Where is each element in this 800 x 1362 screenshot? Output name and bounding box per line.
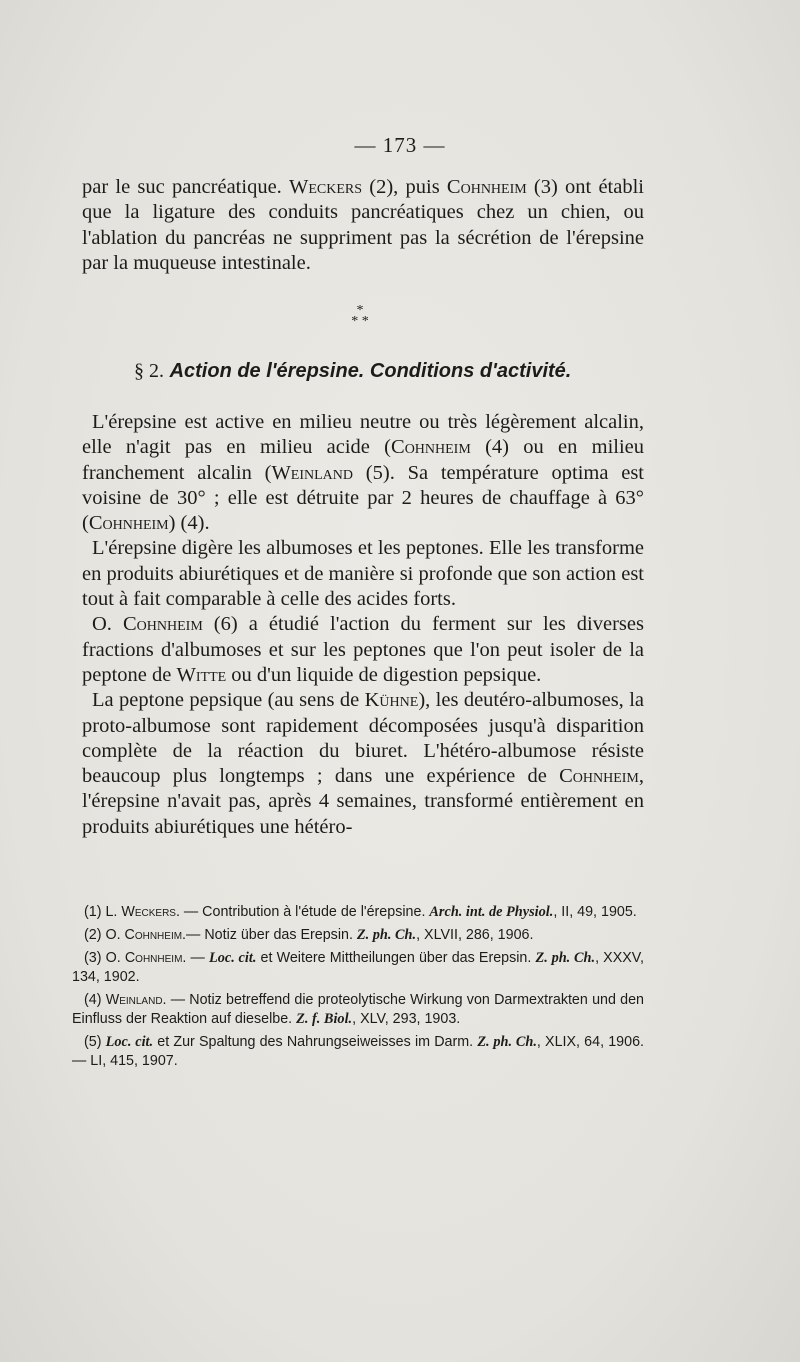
paragraph-digestion: L'érepsine digère les albumoses et les peptones. Elle les transforme en produits abiurétiques et de manière si profonde que son action est tout à fait comparable à celle des acides forts. xyxy=(82,537,644,611)
author-name: Cohnheim xyxy=(446,176,527,198)
footnote-5: (5) Loc. cit. et Zur Spaltung des Nahrungseiweisses im Darm. Z. ph. Ch., XLIX, 64, 1906. — LI, 415, 1907. xyxy=(72,1034,645,1069)
paragraph-activity: L'érepsine est active en milieu neutre ou très légèrement alcalin, elle n'agit pas en milieu acide (Cohnheim (4) ou en milieu franchement alcalin (Weinland (5). Sa température optima est voisine de 30° ; elle est détruite par 2 heures de chauffage à 63° (Cohnheim) (4). xyxy=(82,411,644,535)
footnote-2: (2) O. Cohnheim.— Notiz über das Erepsin. Z. ph. Ch., XLVII, 286, 1906. xyxy=(84,927,534,943)
footnotes xyxy=(72,903,644,1075)
section-separator xyxy=(340,305,380,327)
footnote-4: (4) Weinland. — Notiz betreffend die proteolytische Wirkung von Darmextrakten und den Einfluss der Reaktion auf dieselbe. Z. f. Biol., XLV, 293, 1903. xyxy=(72,992,644,1027)
section-title: Action de l'érepsine. Conditions d'activité. xyxy=(169,360,572,382)
author-name: Weckers xyxy=(289,176,363,198)
asterisk-top: * xyxy=(356,303,364,318)
section-number: § 2. xyxy=(134,360,164,382)
asterisks-bottom: * * xyxy=(351,314,369,329)
page-number: — 173 — xyxy=(354,133,446,157)
intro-paragraph: par le suc pancréatique. Weckers (2), puis Cohnheim (3) ont établi que la ligature des conduits pancréatiques chez un chien, ou l'ablation du pancréas ne suppriment pas la sécrétion de l'érepsine par la muqueuse intestinale. xyxy=(82,176,644,274)
footnote-3: (3) O. Cohnheim. — Loc. cit. et Weitere Mittheilungen über das Erepsin. Z. ph. Ch., XXXV, 134, 1902. xyxy=(72,950,644,985)
section-heading xyxy=(134,360,694,383)
paragraph-cohnheim: O. Cohnheim (6) a étudié l'action du ferment sur les diverses fractions d'albumoses et sur les peptones que l'on peut isoler de la peptone de Witte ou d'un liquide de digestion pepsique. xyxy=(82,613,644,686)
section-body xyxy=(82,410,644,840)
footnote-1: (1) L. Weckers. — Contribution à l'étude de l'érepsine. Arch. int. de Physiol., II, 49, 1905. xyxy=(84,904,637,920)
paragraph-peptone: La peptone pepsique (au sens de Kühne), les deutéro-albumoses, la proto-albumose sont rapidement décomposées jusqu'à disparition complète de la réaction du biuret. L'hétéro-albumose résiste beaucoup plus longtemps ; dans une expérience de Cohnheim, l'érepsine n'avait pas, après 4 semaines, transformé entièrement en produits abiurétiques une hétéro- xyxy=(82,689,645,838)
